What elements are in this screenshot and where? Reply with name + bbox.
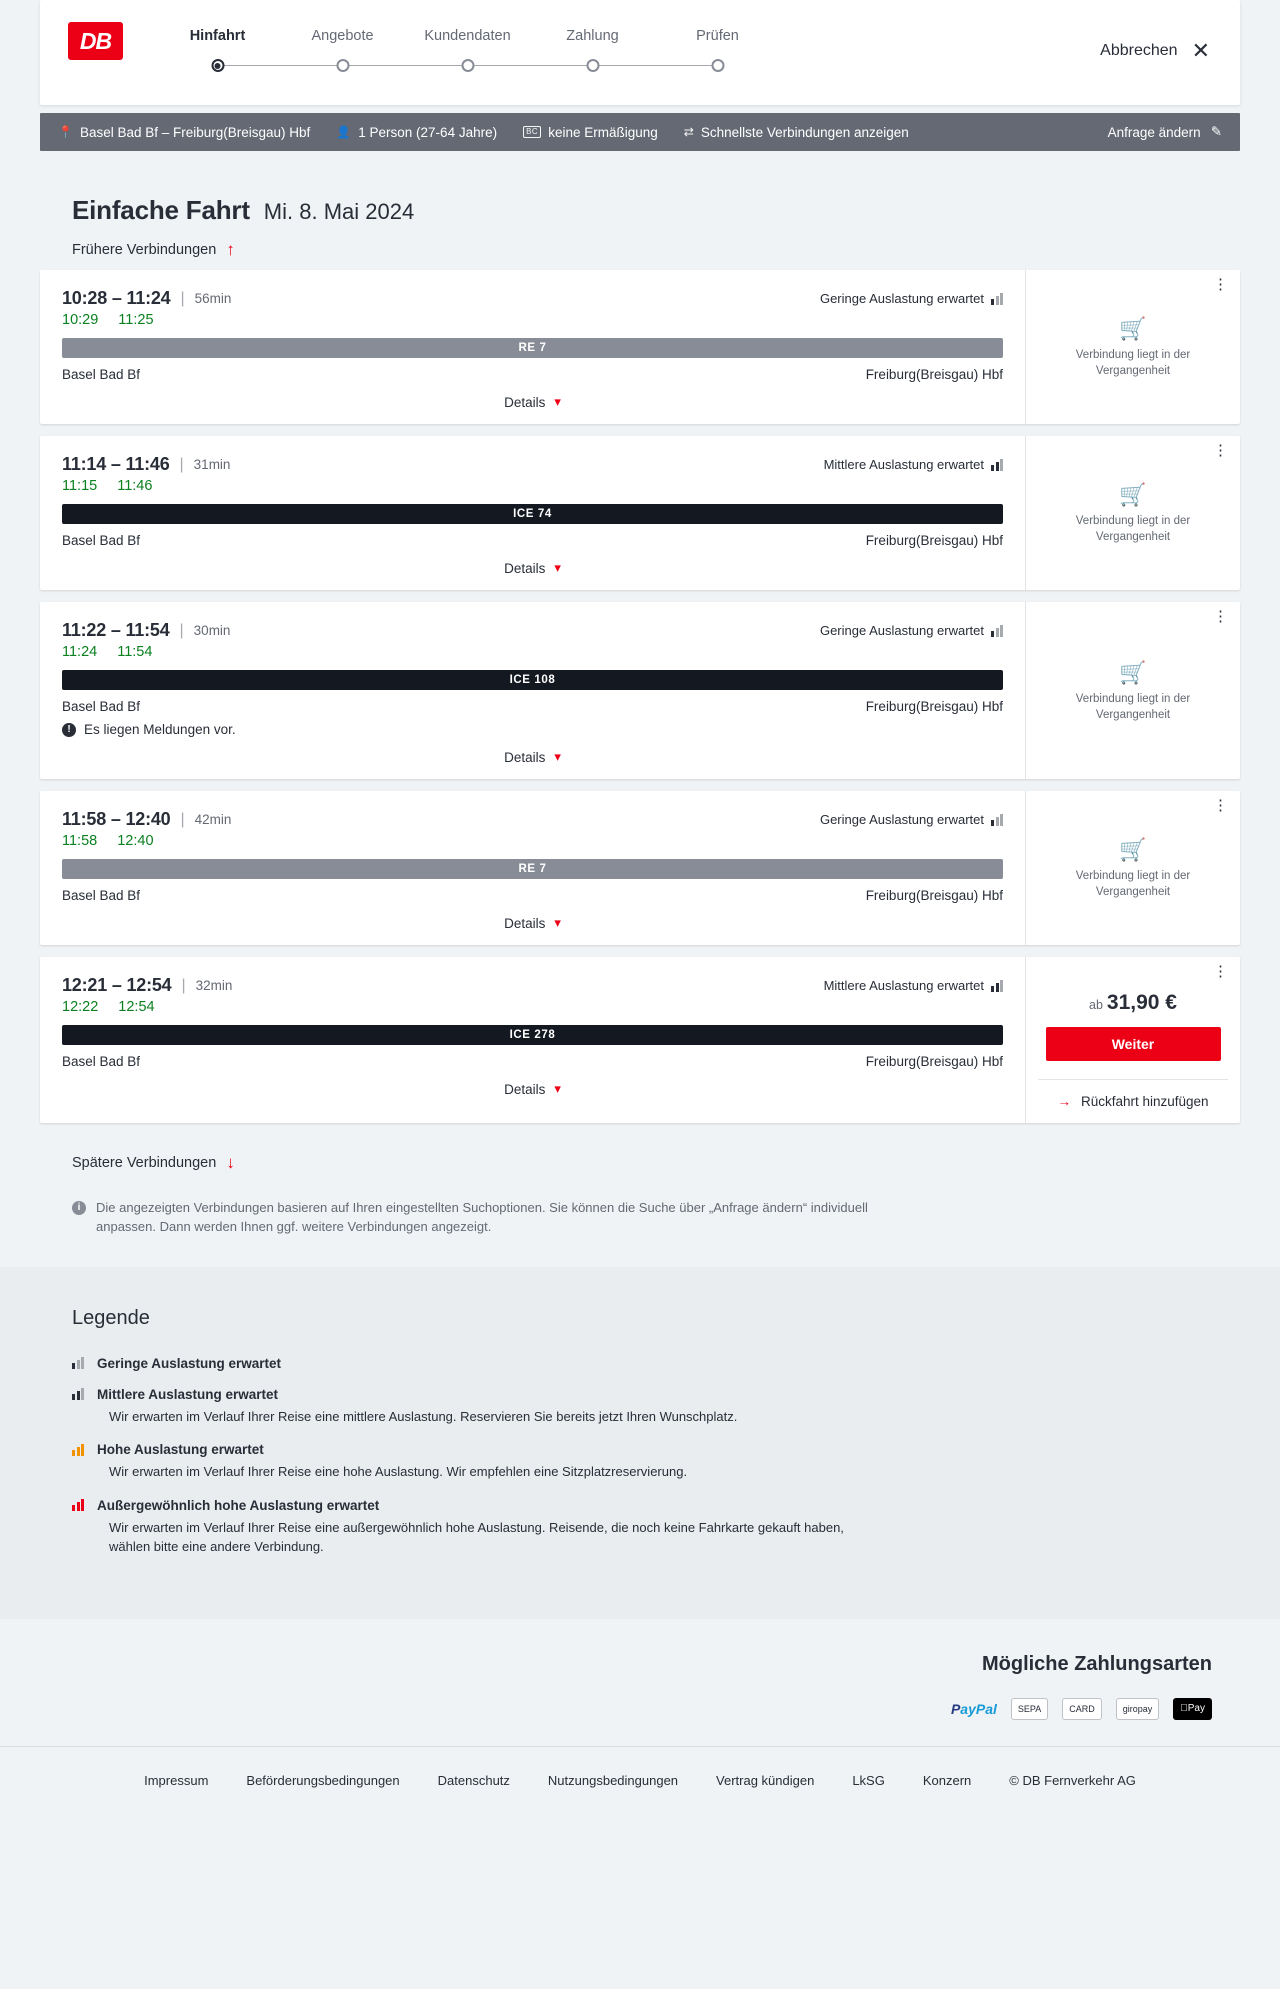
location-pin-icon: 📍 [58,125,73,139]
step-label: Kundendaten [424,28,511,44]
separator: | [179,621,184,639]
legend-item-desc: Wir erwarten im Verlauf Ihrer Reise eine außergewöhnlich hohe Auslastung. Reisende, die noch keine Fahrkarte gekauft haben, wählen bitte eine andere Verbindung. [109,1519,844,1555]
details-toggle[interactable] [62,1081,1003,1097]
page-title [40,151,1240,226]
legend-items [72,1356,1240,1557]
utilization-bars-icon [72,1357,84,1369]
cart-disabled-icon: 🛒 [1119,659,1147,685]
details-label: Details [504,560,546,576]
connection-card[interactable] [40,270,1240,424]
legend-item-title: Mittlere Auslastung erwartet [97,1386,279,1402]
change-query-label: Anfrage ändern [1107,124,1201,140]
query-route [58,125,310,140]
more-options-icon[interactable]: ⋮ [1213,963,1228,980]
step-indicator [655,56,780,80]
transfer-icon: ⇄ [683,125,694,139]
main-content [0,151,1280,1267]
connection-duration: 32min [195,978,233,993]
chevron-down-icon: ▾ [554,1081,561,1096]
realtime-departure: 11:58 [62,833,98,849]
footer-link[interactable]: Nutzungsbedingungen [547,1772,679,1788]
legend-item [72,1442,1240,1482]
search-hint-text: Die angezeigten Verbindungen basieren auf Ihren eingestellten Suchoptionen. Sie können die Suche über „Anfrage ändern“ individuell anpassen. Dann werden Ihnen ggf. weitere Verbindungen angezeigt. [96,1200,868,1234]
utilization-bars-icon [991,459,1003,471]
realtime-departure: 10:29 [62,312,99,328]
realtime-arrival: 12:40 [117,833,154,849]
arrow-down-icon: ↓ [226,1153,235,1172]
realtime-times [62,312,1003,328]
cart-disabled-icon: 🛒 [1119,837,1147,863]
later-label: Spätere Verbindungen [72,1155,217,1171]
payment-icons [40,1698,1212,1720]
details-label: Details [504,749,546,765]
utilization-bars-icon [72,1499,84,1511]
price-row [1089,991,1177,1015]
arrow-right-icon: → [1057,1094,1071,1109]
details-toggle[interactable] [62,560,1003,576]
connection-action-panel [1025,791,1240,945]
connection-card[interactable] [40,957,1240,1123]
connection-header [62,288,1003,309]
alert-icon: ! [62,723,76,737]
utilization-bars-icon [991,814,1003,826]
step-label: Hinfahrt [189,28,246,44]
details-label: Details [504,915,546,931]
past-connection-text: Verbindung liegt in der Vergangenheit [1075,349,1191,377]
legend-item-title: Geringe Auslastung erwartet [97,1355,282,1371]
connection-stations [62,533,1003,548]
connection-time-range: 11:14 – 11:46 [62,454,170,474]
utilization-info [820,812,1003,827]
close-icon[interactable]: ✕ [1191,38,1210,63]
utilization-bars-icon [991,980,1003,992]
more-options-icon[interactable]: ⋮ [1213,442,1228,459]
giropay-icon: giropay [1116,1698,1160,1720]
step-indicator [280,56,405,80]
app-header [40,0,1240,105]
departure-station: Basel Bad Bf [62,1054,141,1069]
footer-link[interactable]: Vertrag kündigen [716,1772,815,1788]
details-label: Details [504,1081,546,1097]
departure-station: Basel Bad Bf [62,367,141,382]
query-route-text: Basel Bad Bf – Freiburg(Breisgau) Hbf [79,124,311,140]
legend-item-head [72,1356,1240,1371]
direct-debit-icon: SEPA [1011,1698,1048,1720]
footer [0,1746,1280,1828]
price-amount: 31,90 € [1106,991,1177,1014]
realtime-times [62,833,1003,849]
step-label: Angebote [311,28,374,44]
arrival-station: Freiburg(Breisgau) Hbf [865,1054,1003,1069]
connection-time-range: 11:22 – 11:54 [62,620,170,640]
step-indicator [530,56,655,80]
step-dot-icon [711,59,724,72]
price-prefix: ab [1089,998,1103,1012]
later-connections-button[interactable] [40,1135,1240,1183]
departure-station: Basel Bad Bf [62,888,141,903]
realtime-arrival: 11:54 [117,644,153,660]
chevron-down-icon: ▾ [554,749,561,764]
connection-time-range: 11:58 – 12:40 [62,809,171,829]
utilization-bars-icon [72,1444,84,1456]
footer-link[interactable]: Beförderungsbedingungen [246,1772,400,1788]
connection-details [40,270,1025,424]
bahncard-icon: BC [523,126,541,138]
connection-card[interactable] [40,436,1240,590]
payment-methods-section [0,1619,1280,1746]
step-label: Zahlung [566,28,619,44]
step-dot-icon [586,59,599,72]
connection-card[interactable] [40,791,1240,945]
past-connection-note [1038,837,1228,900]
utilization-info [824,978,1003,993]
add-return-trip-button[interactable] [1038,1079,1228,1109]
chevron-down-icon: ▾ [554,915,561,930]
legend-item-title: Außergewöhnlich hohe Auslastung erwartet [97,1497,380,1513]
separator: | [180,810,185,828]
connection-stations [62,888,1003,903]
arrival-station: Freiburg(Breisgau) Hbf [865,699,1003,714]
connection-stations [62,367,1003,382]
utilization-label: Geringe Auslastung erwartet [819,623,984,638]
chevron-down-icon: ▾ [554,560,561,575]
info-icon: i [72,1201,86,1215]
utilization-label: Geringe Auslastung erwartet [819,812,984,827]
utilization-info [824,457,1003,472]
pencil-icon[interactable]: ✎ [1210,124,1222,139]
past-connection-text: Verbindung liegt in der Vergangenheit [1075,515,1191,543]
past-connection-note [1038,316,1228,379]
payment-title: Mögliche Zahlungsarten [981,1652,1212,1675]
footer-link[interactable]: Datenschutz [437,1772,510,1788]
footer-link[interactable]: Impressum [144,1772,209,1788]
add-return-trip-label: Rückfahrt hinzufügen [1080,1094,1209,1109]
progress-steps [155,28,780,80]
realtime-departure: 11:15 [62,478,98,494]
legend-item [72,1356,1240,1371]
connection-details [40,791,1025,945]
connection-action-panel [1025,270,1240,424]
utilization-info [820,623,1003,638]
departure-station: Basel Bad Bf [62,699,141,714]
train-line-badge: ICE 74 [62,504,1003,524]
apple-pay-icon: Pay [1173,1698,1212,1720]
query-passengers [336,125,497,140]
more-options-icon[interactable]: ⋮ [1213,276,1228,293]
cancel-label: Abbrechen [1100,42,1178,59]
train-line-badge: ICE 108 [62,670,1003,690]
utilization-label: Mittlere Auslastung erwartet [823,457,984,472]
connection-stations [62,699,1003,714]
connection-action-panel [1025,436,1240,590]
separator: | [181,976,186,994]
footer-link[interactable]: Konzern [922,1772,972,1788]
connection-action-panel [1025,602,1240,779]
legend-item-head [72,1498,1240,1513]
details-toggle[interactable] [62,915,1003,931]
past-connection-note [1038,660,1228,723]
trip-type-title: Einfache Fahrt [72,195,250,225]
step-dot-icon [336,59,349,72]
step-indicator [155,56,280,80]
more-options-icon[interactable]: ⋮ [1213,797,1228,814]
connection-action-panel [1025,957,1240,1123]
footer-link[interactable]: LkSG [852,1772,885,1788]
query-passengers-text: 1 Person (27-64 Jahre) [358,124,498,140]
arrival-station: Freiburg(Breisgau) Hbf [865,367,1003,382]
cancel-button[interactable] [1100,40,1210,62]
arrival-station: Freiburg(Breisgau) Hbf [865,888,1003,903]
connection-header [62,620,1003,641]
trip-date: Mi. 8. Mai 2024 [263,199,415,224]
details-label: Details [504,394,546,410]
earlier-connections-button[interactable] [40,226,1240,270]
step-1[interactable] [155,28,280,80]
step-label: Prüfen [696,28,739,44]
query-discount [523,125,658,140]
earlier-label: Frühere Verbindungen [72,242,217,258]
utilization-label: Geringe Auslastung erwartet [819,291,984,306]
step-indicator [405,56,530,80]
query-summary-bar [40,113,1240,151]
connection-duration: 31min [193,457,231,472]
utilization-info [820,291,1003,306]
db-logo [68,22,123,60]
query-discount-text: keine Ermäßigung [548,124,658,140]
connection-message [62,722,1003,737]
connection-header [62,809,1003,830]
credit-card-icon: CARD [1062,1698,1102,1720]
train-line-badge: ICE 278 [62,1025,1003,1045]
query-speed-text: Schnellste Verbindungen anzeigen [700,124,909,140]
person-icon: 👤 [336,125,352,139]
legend-item-desc: Wir erwarten im Verlauf Ihrer Reise eine mittlere Auslastung. Reservieren Sie bereits jetzt Ihren Wunschplatz. [109,1408,738,1424]
step-3[interactable] [405,28,530,80]
connection-stations [62,1054,1003,1069]
utilization-bars-icon [991,625,1003,637]
step-dot-icon [461,59,474,72]
details-toggle[interactable] [62,749,1003,765]
utilization-bars-icon [72,1388,84,1400]
connection-duration: 30min [193,623,231,638]
legend-title: Legende [72,1306,150,1329]
chevron-down-icon: ▾ [554,394,561,409]
connection-details [40,436,1025,590]
legend-section [0,1267,1280,1619]
step-dot-icon [211,59,224,72]
realtime-arrival: 11:46 [117,478,153,494]
past-connection-text: Verbindung liegt in der Vergangenheit [1075,692,1191,721]
paypal-icon: P ayPal [950,1700,997,1717]
departure-station: Basel Bad Bf [62,533,141,548]
connection-time-range: 12:21 – 12:54 [62,975,172,995]
arrival-station: Freiburg(Breisgau) Hbf [865,533,1003,548]
legend-item [72,1387,1240,1427]
legend-item-desc: Wir erwarten im Verlauf Ihrer Reise eine hohe Auslastung. Wir empfehlen eine Sitzplatzreservierung. [109,1464,688,1480]
arrow-up-icon: ↑ [226,240,235,259]
continue-button[interactable]: Weiter [1046,1027,1221,1061]
train-line-badge: RE 7 [62,859,1003,879]
connection-duration: 42min [194,812,232,827]
cart-disabled-icon: 🛒 [1119,316,1147,342]
realtime-times [62,999,1003,1015]
realtime-times [62,478,1003,494]
db-logo-text: DB [79,27,112,54]
cart-disabled-icon: 🛒 [1119,482,1147,508]
connection-details [40,602,1025,779]
realtime-arrival: 11:25 [118,312,154,328]
realtime-departure: 12:22 [62,999,99,1015]
legend-item-head [72,1442,1240,1457]
utilization-bars-icon [991,293,1003,305]
realtime-times [62,644,1003,660]
change-query-button[interactable] [1108,124,1222,140]
past-connection-text: Verbindung liegt in der Vergangenheit [1075,870,1191,898]
realtime-departure: 11:24 [62,644,98,660]
separator: | [180,289,185,307]
connection-message-text: Es liegen Meldungen vor. [84,722,236,737]
past-connection-note [1038,482,1228,545]
more-options-icon[interactable]: ⋮ [1213,608,1228,625]
step-5[interactable] [655,28,780,80]
train-line-badge: RE 7 [62,338,1003,358]
connections-list [40,270,1240,1123]
connection-time-range: 10:28 – 11:24 [62,288,171,308]
step-2[interactable] [280,28,405,80]
connection-header [62,975,1003,996]
legend-item-head [72,1387,1240,1402]
connection-duration: 56min [194,291,232,306]
query-speed [684,125,909,140]
realtime-arrival: 12:54 [118,999,155,1015]
utilization-label: Mittlere Auslastung erwartet [823,978,984,993]
footer-copyright: © DB Fernverkehr AG [1009,1772,1136,1788]
legend-item-title: Hohe Auslastung erwartet [97,1442,264,1458]
connection-card[interactable] [40,602,1240,779]
step-4[interactable] [530,28,655,80]
connection-header [62,454,1003,475]
connection-details [40,957,1025,1123]
search-hint [40,1183,900,1237]
separator: | [179,455,184,473]
details-toggle[interactable] [62,394,1003,410]
legend-item [72,1498,1240,1557]
